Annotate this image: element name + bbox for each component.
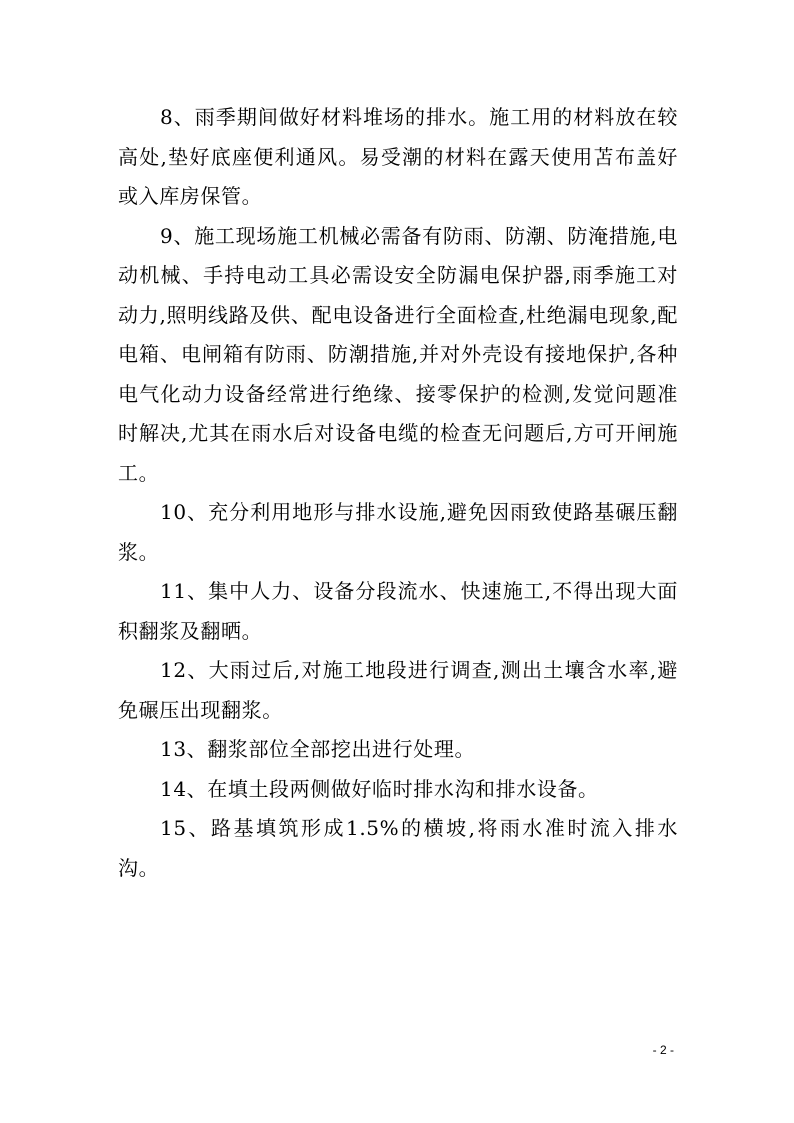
paragraph-item-9: 9、施工现场施工机械必需备有防雨、防潮、防淹措施,电动机械、手持电动工具必需设安全防漏电保护器,雨季施工对动力,照明线路及供、配电设备进行全面检查,杜绝漏电现象,配电箱、电闸箱有防雨、防潮措施,并对外壳设有接地保护,各种电气化动力设备经常进行绝缘、接零保护的检测,发觉问题准时解决,尤其在雨水后对设备电缆的检查无问题后,方可开闸施工。 — [118, 223, 678, 485]
paragraph-item-15: 15、路基填筑形成1.5%的横坡,将雨水准时流入排水沟。 — [118, 816, 678, 880]
page-number: - 2 - — [652, 1043, 674, 1057]
paragraph-item-14: 14、在填土段两侧做好临时排水沟和排水设备。 — [160, 776, 599, 801]
document-body — [118, 98, 678, 888]
paragraph-item-13: 13、翻浆部位全部挖出进行处理。 — [160, 737, 476, 761]
paragraph-item-12: 12、大雨过后,对施工地段进行调查,测出土壤含水率,避免碾压出现翻浆。 — [118, 658, 678, 722]
paragraph-item-11: 11、集中人力、设备分段流水、快速施工,不得出现大面积翻浆及翻晒。 — [118, 579, 678, 643]
paragraph-item-8: 8、雨季期间做好材料堆场的排水。施工用的材料放在较高处,垫好底座便利通风。易受潮的材料在露天使用苫布盖好或入库房保管。 — [118, 105, 678, 208]
paragraph-item-10: 10、充分利用地形与排水设施,避免因雨致使路基碾压翻浆。 — [118, 500, 678, 564]
